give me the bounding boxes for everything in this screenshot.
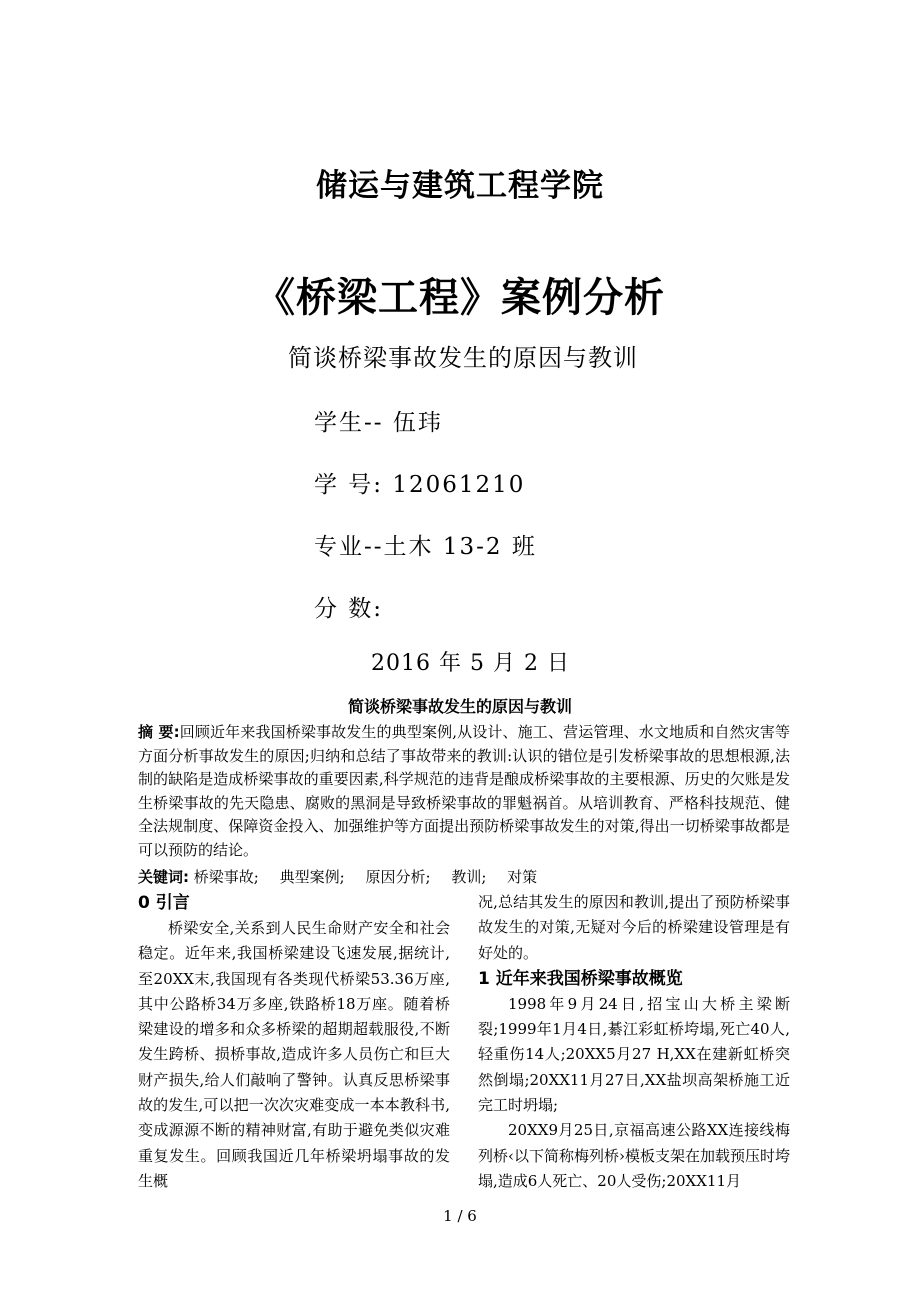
keyword-item: 典型案例; xyxy=(279,868,345,886)
college-name: 储运与建筑工程学院 xyxy=(316,168,604,204)
course-title: 《桥梁工程》案例分析 xyxy=(255,275,665,321)
report-subtitle: 简谈桥梁事故发生的原因与教训 xyxy=(288,344,638,372)
keywords-label: 关键词: xyxy=(138,868,189,886)
abstract-label: 摘 要: xyxy=(138,723,180,741)
overview-paragraph-1: 1998年9月24日,招宝山大桥主梁断裂;1999年1月4日,綦江彩虹桥垮塌,死亡40人,轻重伤14人;20XX5月27 H,XX在建新虹桥突然倒塌;20XX11月27日,XX盐坝高架桥施工近完工时坍塌; xyxy=(478,994,790,1115)
keywords xyxy=(138,866,790,887)
article-title: 简谈桥梁事故发生的原因与教训 xyxy=(347,697,572,716)
right-column xyxy=(478,890,790,1194)
keyword-item: 桥梁事故; xyxy=(193,868,259,886)
student-id-line: 学 号: 12061210 xyxy=(314,472,526,498)
overview-paragraph-2: 20XX9月25日,京福高速公路XX连接线梅列桥‹以下简称梅列桥›模板支架在加载预压时垮塌,造成6人死亡、20人受伤;20XX11月 xyxy=(478,1121,790,1190)
keyword-item: 教训; xyxy=(451,868,487,886)
section-heading-intro: 0 引言 xyxy=(138,893,190,913)
keyword-item: 原因分析; xyxy=(365,868,431,886)
intro-paragraph-continued: 况,总结其发生的原因和教训,提出了预防桥梁事故发生的对策,无疑对今后的桥梁建设管理是有好处的。 xyxy=(478,893,790,962)
intro-paragraph: 桥梁安全,关系到人民生命财产安全和社会稳定。近年来,我国桥梁建设飞速发展,据统计,至20XX末,我国现有各类现代桥梁53.36万座,其中公路桥34万多座,铁路桥18万座。随着桥梁建设的增多和众多桥梁的超期超载服役,不断发生跨桥、损桥事故,造成许多人员伤亡和巨大财产损失,给人们敲响了警钟。认真反思桥梁事故的发生,可以把一次次灾难变成一本本教科书,变成源源不断的精神财富,有助于避免类似灾难重复发生。回顾我国近几年桥梁坍塌事故的发生概 xyxy=(138,919,450,1190)
report-date: 2016 年 5 月 2 日 xyxy=(371,651,570,676)
student-name-line: 学生-- 伍玮 xyxy=(314,410,443,436)
score-line: 分 数: xyxy=(314,596,384,622)
abstract-text: 回顾近年来我国桥梁事故发生的典型案例,从设计、施工、营运管理、水文地质和自然灾害等方面分析事故发生的原因;归纳和总结了事故带来的教训:认识的错位是引发桥梁事故的思想根源,法制的缺陷是造成桥梁事故的重要因素,科学规范的违背是酿成桥梁事故的主要根源、历史的欠账是发生桥梁事故的先天隐患、腐败的黑洞是导致桥梁事故的罪魁祸首。从培训教育、严格科技规范、健全法规制度、保障资金投入、加强维护等方面提出预防桥梁事故发生的对策,得出一切桥梁事故都是可以预防的结论。 xyxy=(138,723,790,859)
abstract xyxy=(138,721,790,863)
left-column xyxy=(138,890,450,1194)
major-line: 专业--土木 13-2 班 xyxy=(314,534,537,560)
section-heading-overview: 1 近年来我国桥梁事故概览 xyxy=(478,968,683,989)
page-number: 1 / 6 xyxy=(443,1207,477,1225)
keyword-item: 对策 xyxy=(507,868,538,886)
